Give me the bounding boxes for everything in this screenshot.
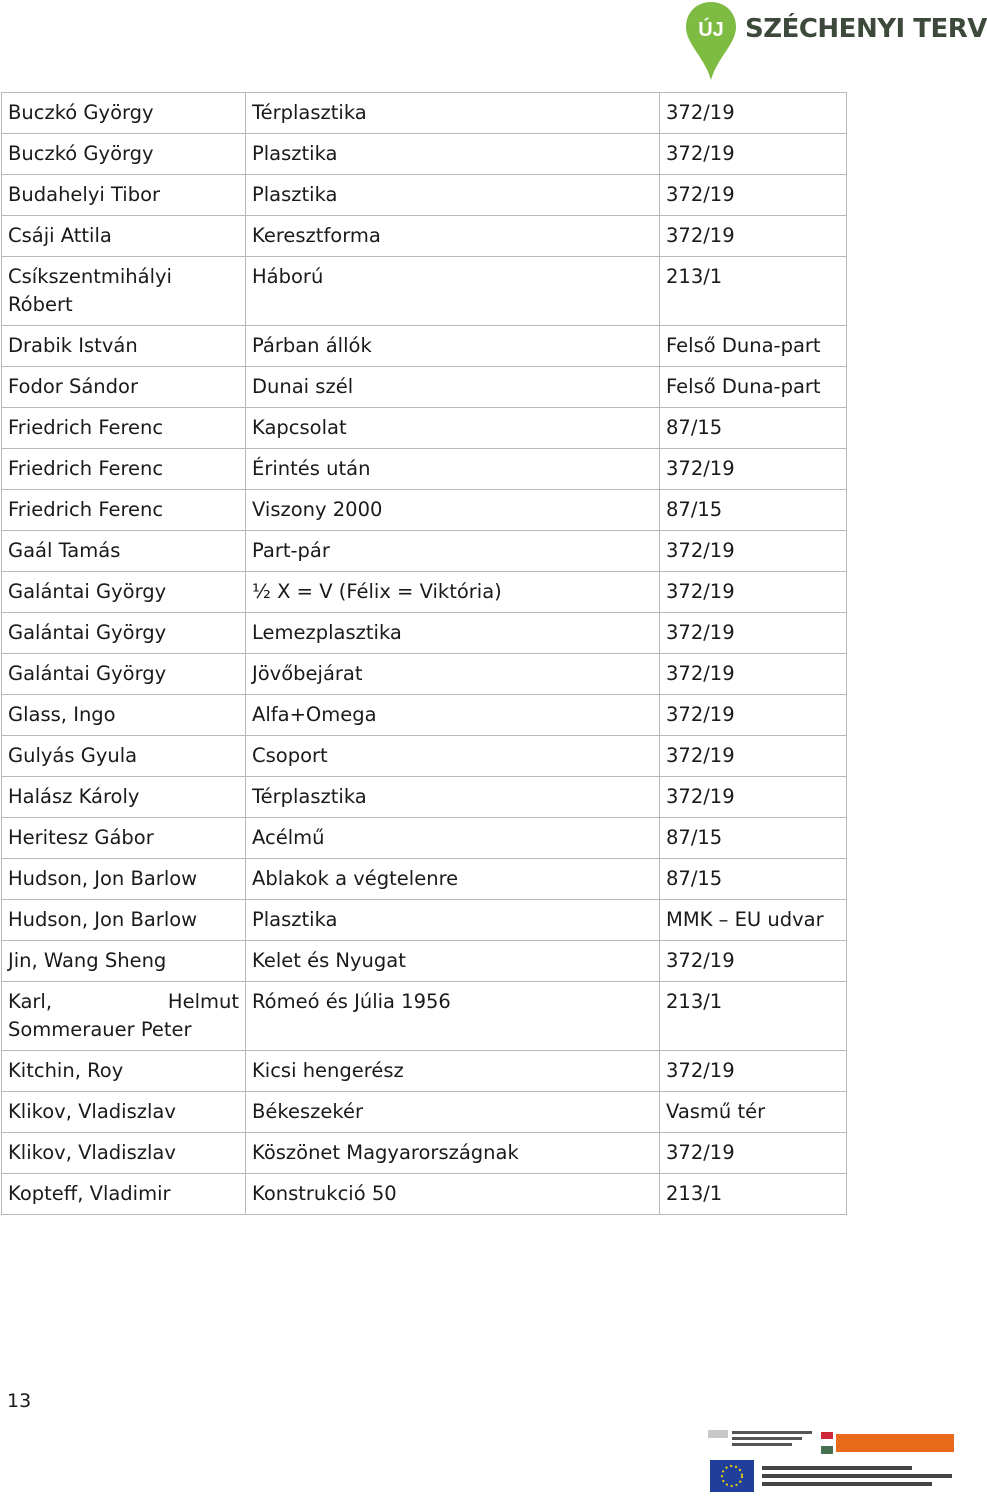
logo-pin-icon (683, 0, 739, 82)
title-cell: Plasztika (246, 175, 660, 216)
title-cell: Konstrukció 50 (246, 1174, 660, 1215)
table-row (2, 818, 847, 859)
location-cell: Felső Duna-part (660, 326, 847, 367)
title-cell: Dunai szél (246, 367, 660, 408)
location-cell: 372/19 (660, 777, 847, 818)
location-cell: 372/19 (660, 613, 847, 654)
logo-wordmark: SZÉCHENYI TERV (745, 14, 987, 44)
table-row (2, 654, 847, 695)
location-cell: 372/19 (660, 736, 847, 777)
location-cell: 372/19 (660, 654, 847, 695)
artist-cell: Kopteff, Vladimir (2, 1174, 246, 1215)
title-cell: Békeszekér (246, 1092, 660, 1133)
table-row (2, 859, 847, 900)
title-cell: Köszönet Magyarországnak (246, 1133, 660, 1174)
sculpture-table (1, 92, 847, 1215)
table-row (2, 257, 847, 326)
artist-cell: Friedrich Ferenc (2, 449, 246, 490)
location-cell: 372/19 (660, 1133, 847, 1174)
table-row (2, 982, 847, 1051)
artist-cell: Budahelyi Tibor (2, 175, 246, 216)
artist-cell: Hudson, Jon Barlow (2, 859, 246, 900)
table-row (2, 449, 847, 490)
table-row (2, 408, 847, 449)
artist-cell: Gaál Tamás (2, 531, 246, 572)
location-cell: 213/1 (660, 257, 847, 326)
page-number: 13 (7, 1390, 32, 1412)
title-cell: Párban állók (246, 326, 660, 367)
title-cell: Kicsi hengerész (246, 1051, 660, 1092)
artist-cell: Fodor Sándor (2, 367, 246, 408)
artist-cell: Galántai György (2, 654, 246, 695)
title-cell: Jövőbejárat (246, 654, 660, 695)
title-cell: Kapcsolat (246, 408, 660, 449)
title-cell: Acélmű (246, 818, 660, 859)
artist-cell: Jin, Wang Sheng (2, 941, 246, 982)
location-cell: 372/19 (660, 572, 847, 613)
table-row (2, 1133, 847, 1174)
location-cell: 372/19 (660, 216, 847, 257)
artist-cell: Buczkó György (2, 93, 246, 134)
artist-cell: Galántai György (2, 572, 246, 613)
table-row (2, 941, 847, 982)
artist-cell: Csáji Attila (2, 216, 246, 257)
title-cell: Rómeó és Júlia 1956 (246, 982, 660, 1051)
title-cell: Érintés után (246, 449, 660, 490)
location-cell: Felső Duna-part (660, 367, 847, 408)
table-row (2, 777, 847, 818)
artist-cell: Heritesz Gábor (2, 818, 246, 859)
artist-cell: Hudson, Jon Barlow (2, 900, 246, 941)
title-cell: Háború (246, 257, 660, 326)
title-cell: Térplasztika (246, 777, 660, 818)
title-cell: Ablakok a végtelenre (246, 859, 660, 900)
title-cell: Plasztika (246, 134, 660, 175)
szechenyi-terv-logo (683, 0, 987, 82)
location-cell: 372/19 (660, 695, 847, 736)
location-cell: 372/19 (660, 93, 847, 134)
table-row (2, 1051, 847, 1092)
title-cell: ½ X = V (Félix = Viktória) (246, 572, 660, 613)
table-row (2, 736, 847, 777)
svg-text:ÚJ: ÚJ (698, 19, 724, 41)
location-cell: 372/19 (660, 531, 847, 572)
title-cell: Csoport (246, 736, 660, 777)
artist-cell: Galántai György (2, 613, 246, 654)
table-row (2, 572, 847, 613)
location-cell: 372/19 (660, 175, 847, 216)
title-cell: Plasztika (246, 900, 660, 941)
artist-cell: Kitchin, Roy (2, 1051, 246, 1092)
table-row (2, 490, 847, 531)
artist-cell: Buczkó György (2, 134, 246, 175)
location-cell: 372/19 (660, 1051, 847, 1092)
location-cell: 87/15 (660, 818, 847, 859)
title-cell: Part-pár (246, 531, 660, 572)
location-cell: MMK – EU udvar (660, 900, 847, 941)
artist-cell: Gulyás Gyula (2, 736, 246, 777)
title-cell: Viszony 2000 (246, 490, 660, 531)
location-cell: 372/19 (660, 941, 847, 982)
title-cell: Keresztforma (246, 216, 660, 257)
table-row (2, 900, 847, 941)
location-cell: 372/19 (660, 134, 847, 175)
eu-funding-footer-logo (706, 1428, 956, 1500)
table-row (2, 613, 847, 654)
artist-cell: Klikov, Vladiszlav (2, 1092, 246, 1133)
title-cell: Alfa+Omega (246, 695, 660, 736)
location-cell: Vasmű tér (660, 1092, 847, 1133)
title-cell: Térplasztika (246, 93, 660, 134)
title-cell: Lemezplasztika (246, 613, 660, 654)
table-row (2, 1092, 847, 1133)
table-row (2, 175, 847, 216)
table-row (2, 326, 847, 367)
table-row (2, 367, 847, 408)
location-cell: 372/19 (660, 449, 847, 490)
artist-cell: Klikov, Vladiszlav (2, 1133, 246, 1174)
location-cell: 87/15 (660, 490, 847, 531)
artist-cell: Glass, Ingo (2, 695, 246, 736)
table-row (2, 216, 847, 257)
artist-cell: Drabik István (2, 326, 246, 367)
table-row (2, 1174, 847, 1215)
title-cell: Kelet és Nyugat (246, 941, 660, 982)
table-row (2, 531, 847, 572)
artist-cell: Karl, Helmut Sommerauer Peter (2, 982, 246, 1051)
artist-cell: Friedrich Ferenc (2, 490, 246, 531)
location-cell: 213/1 (660, 982, 847, 1051)
artist-cell: Csíkszentmihályi Róbert (2, 257, 246, 326)
table-row (2, 695, 847, 736)
table-row (2, 134, 847, 175)
artist-cell: Halász Károly (2, 777, 246, 818)
location-cell: 213/1 (660, 1174, 847, 1215)
location-cell: 87/15 (660, 408, 847, 449)
table-row (2, 93, 847, 134)
location-cell: 87/15 (660, 859, 847, 900)
artist-cell: Friedrich Ferenc (2, 408, 246, 449)
